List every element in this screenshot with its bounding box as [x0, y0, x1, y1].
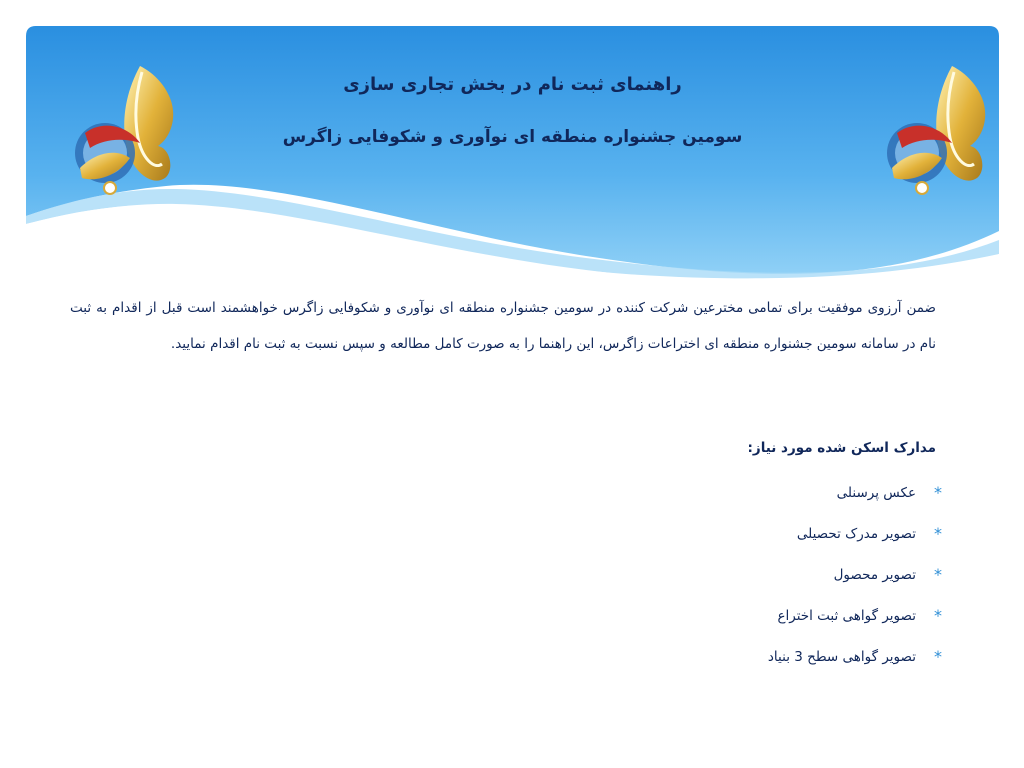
document-item-label: عکس پرسنلی: [836, 485, 916, 501]
list-item: [768, 560, 942, 601]
documents-heading: مدارک اسکن شده مورد نیاز:: [747, 440, 936, 456]
document-item-label: تصویر گواهی سطح 3 بنیاد: [767, 649, 916, 665]
asterisk-bullet-icon: *: [934, 606, 942, 625]
list-item: [768, 642, 942, 683]
asterisk-bullet-icon: *: [934, 565, 942, 584]
festival-logo-left-icon: [70, 58, 180, 208]
document-item-label: تصویر محصول: [833, 567, 916, 583]
asterisk-bullet-icon: *: [934, 647, 942, 666]
list-item: [768, 601, 942, 642]
documents-list: [768, 478, 942, 683]
document-item-label: تصویر گواهی ثبت اختراع: [777, 608, 916, 624]
header-banner: [26, 26, 999, 286]
list-item: [768, 478, 942, 519]
festival-logo-right-icon: [882, 58, 992, 208]
page-title: راهنمای ثبت نام در بخش تجاری سازی: [343, 74, 682, 95]
intro-paragraph: ضمن آرزوی موفقیت برای تمامی مخترعین شرکت کننده در سومین جشنواره منطقه ای نوآوری و شکوفایی زاگرس خواهشمند است قبل از اقدام به ثبت نام در سامانه سومین جشنواره منطقه ای اختراعات زاگرس، این راهنما را به صورت کامل مطالعه و سپس نسبت به ثبت نام اقدام نمایید.: [70, 300, 936, 352]
asterisk-bullet-icon: *: [934, 524, 942, 543]
page-subtitle: سومین جشنواره منطقه ای نوآوری و شکوفایی زاگرس: [282, 127, 743, 147]
asterisk-bullet-icon: *: [934, 483, 942, 502]
list-item: [768, 519, 942, 560]
document-item-label: تصویر مدرک تحصیلی: [796, 526, 916, 542]
